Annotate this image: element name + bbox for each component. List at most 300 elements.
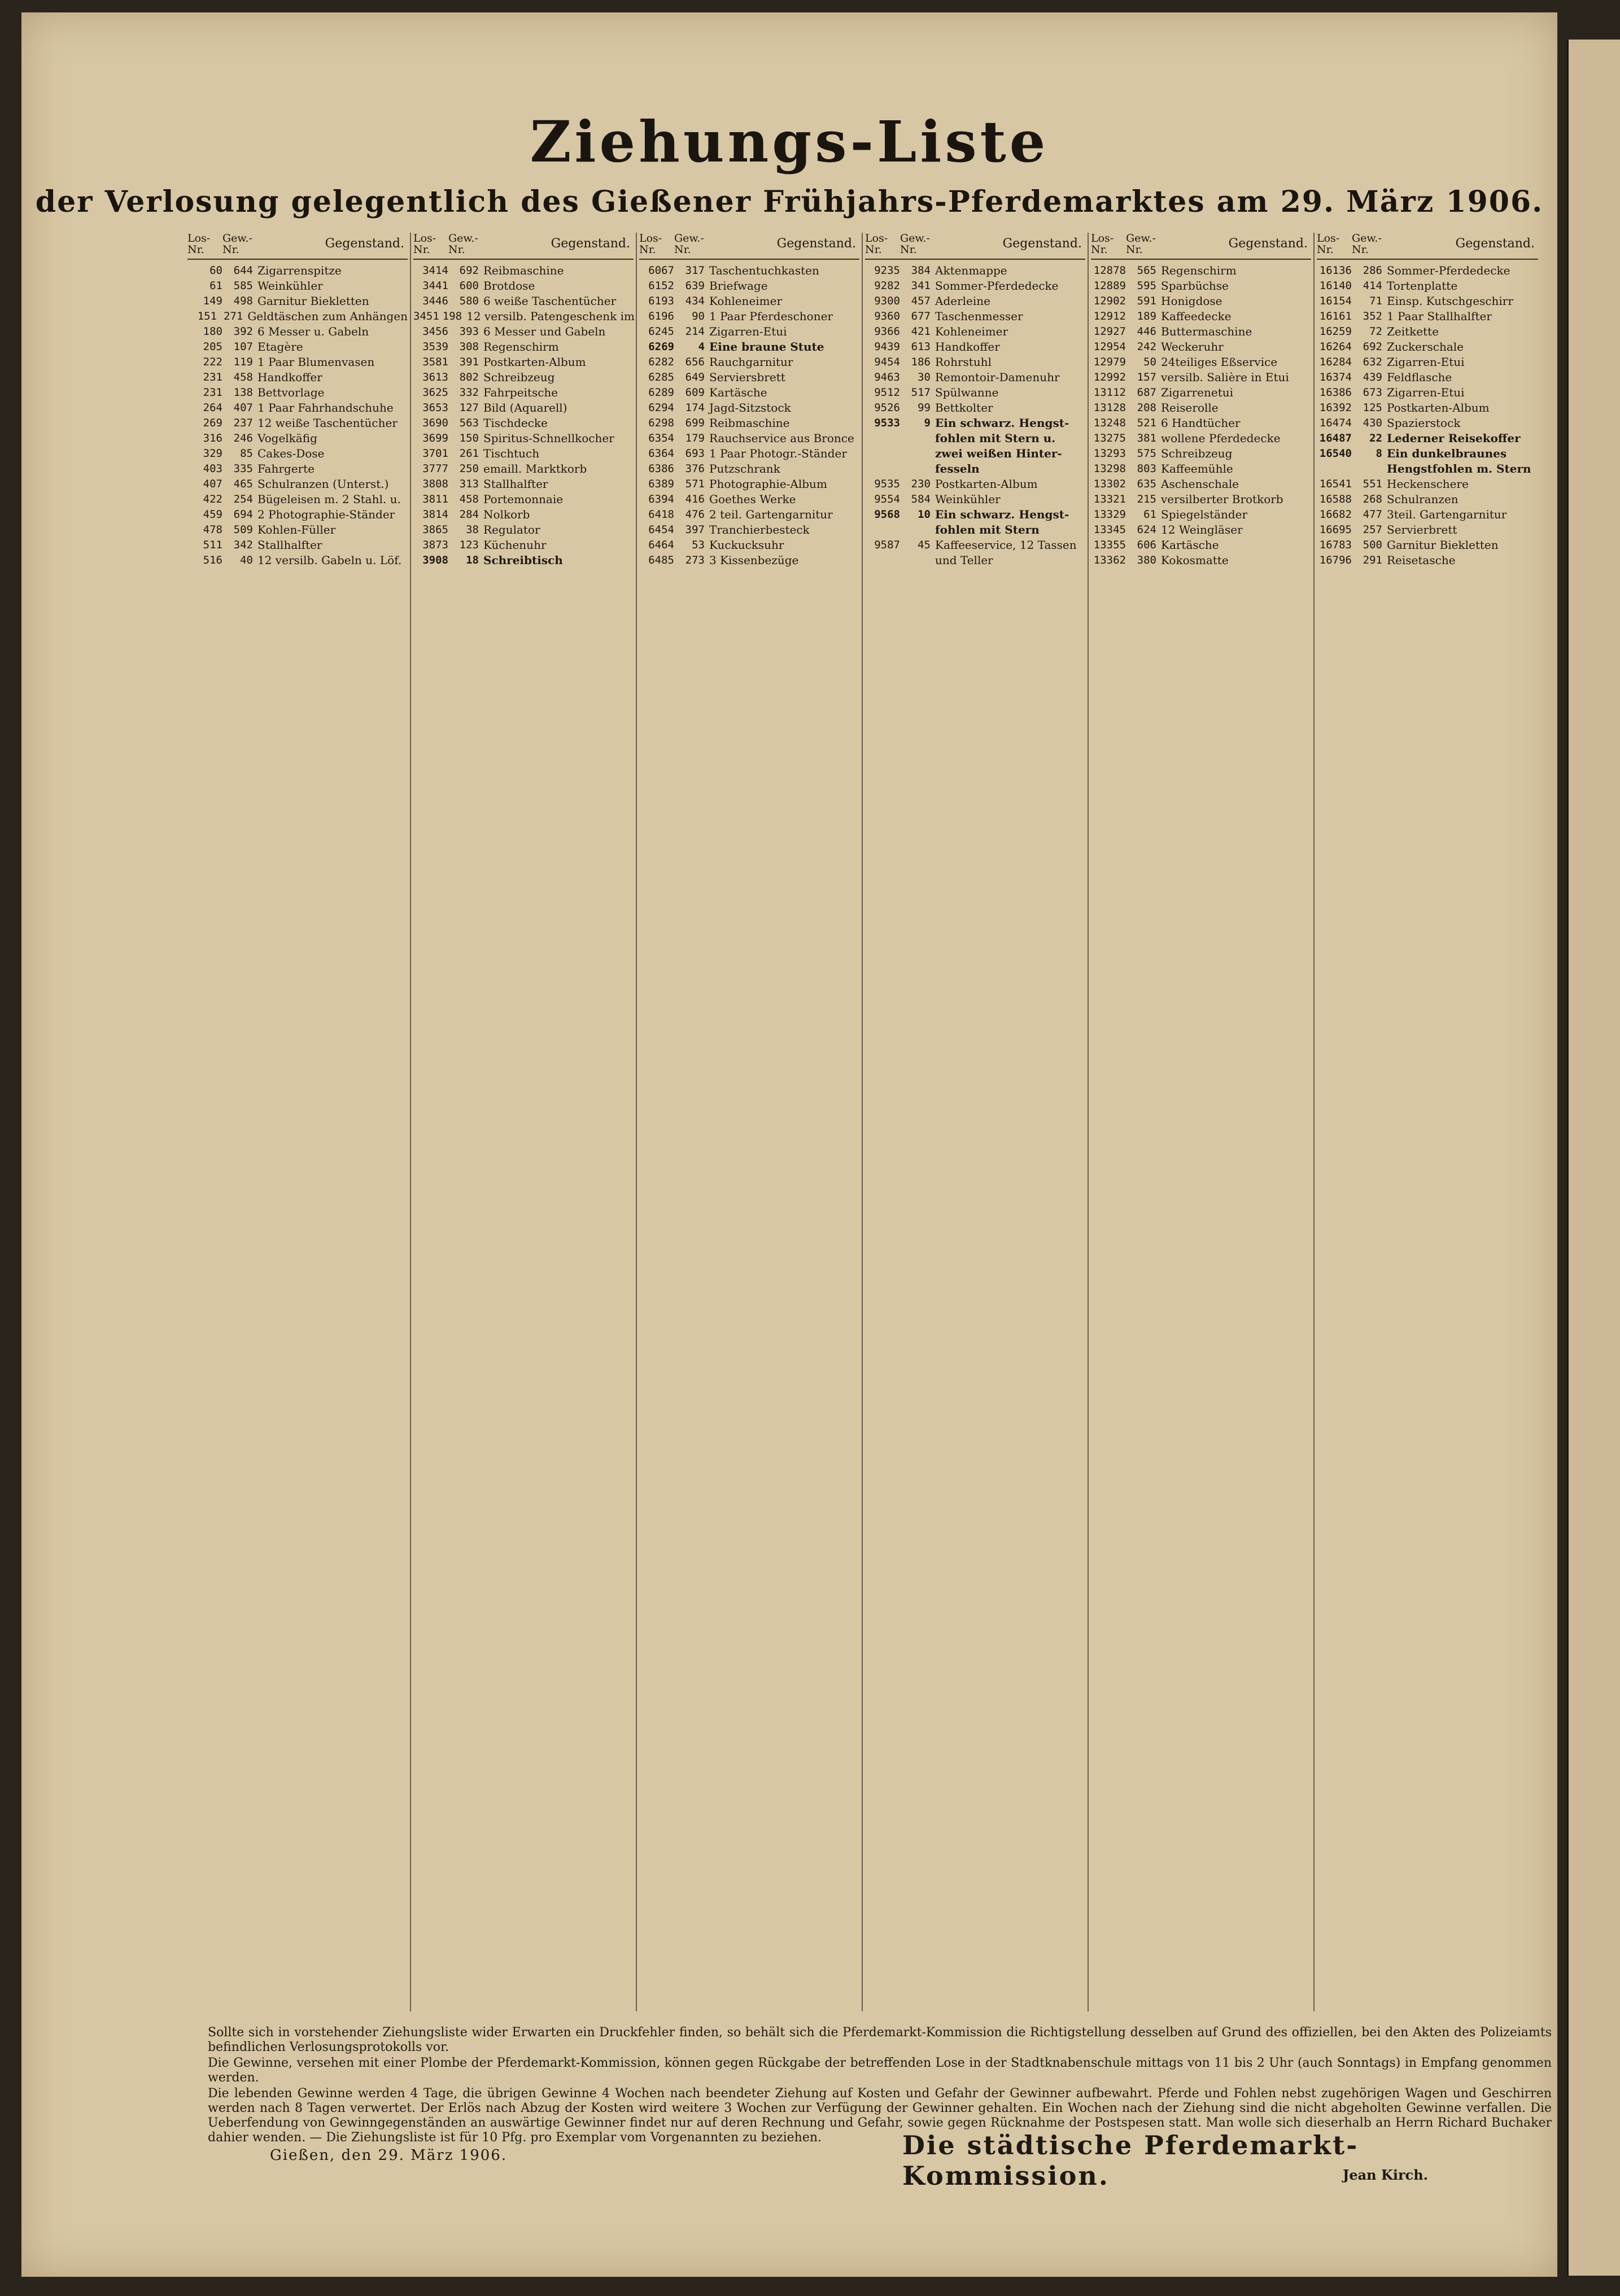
prize-item: 12 versilb. Gabeln u. Löf. bbox=[257, 553, 402, 567]
prize-item: Honigdose bbox=[1161, 294, 1222, 308]
los-number: 6464 bbox=[648, 539, 674, 551]
list-row bbox=[865, 370, 1085, 385]
prize-number: 53 bbox=[692, 539, 705, 551]
footer-paragraph-3: Die lebenden Gewinne werden 4 Tage, die übrigen Gewinne 4 Wochen nach beendeter Ziehung auf Kosten und Gefahr der Gewinner aufbewahrt. Pferde und Fohlen nebst zugehörigen Wagen und Geschirren werden nach 8 Tagen verwertet. Der Erlös nach Abzug der Kosten wird weitere 3 Wochen zur Verfügung der Gewinner gehalten. Ein Wochen nach der Ziehung sind die nicht abgeholten Gewinne verfallen. Die Ueberfendung von Gewinngegenständen an auswärtige Gewinner findet nur auf deren Rechnung und Gefahr, sowie gegen Rücknahme der Postspesen statt. Man wolle sich dieserhalb an Herrn Richard Buchaker dahier wenden. — Die Ziehungsliste ist für 10 Pfg. pro Exemplar vom Vorgenannten zu beziehen. bbox=[208, 2087, 1552, 2145]
signer-name: Jean Kirch. bbox=[1343, 2167, 1429, 2183]
los-number: 6245 bbox=[648, 325, 674, 338]
prize-number: 649 bbox=[685, 371, 705, 383]
list-row bbox=[1317, 522, 1538, 538]
prize-number: 606 bbox=[1137, 539, 1156, 551]
prize-item: Reisetasche bbox=[1387, 553, 1456, 567]
list-row bbox=[639, 309, 859, 324]
prize-number: 8 bbox=[1376, 447, 1382, 460]
prize-number: 30 bbox=[918, 371, 931, 383]
list-column bbox=[863, 233, 1089, 2011]
list-row bbox=[865, 538, 1085, 553]
prize-number: 477 bbox=[1363, 508, 1382, 521]
prize-item: Kokosmatte bbox=[1161, 553, 1229, 567]
prize-number: 273 bbox=[685, 554, 705, 566]
prize-number: 585 bbox=[233, 280, 253, 292]
list-row bbox=[865, 309, 1085, 324]
prize-item: Rauchservice aus Bronce bbox=[709, 431, 854, 445]
prize-item: Spülwanne bbox=[935, 386, 999, 399]
prize-item: Regenschirm bbox=[483, 340, 559, 353]
prize-number: 313 bbox=[459, 478, 479, 490]
prize-number: 186 bbox=[911, 356, 931, 368]
los-number: 151 bbox=[197, 310, 217, 322]
los-number: 16264 bbox=[1319, 341, 1352, 353]
los-number: 9512 bbox=[874, 386, 900, 399]
los-number: 13275 bbox=[1093, 432, 1126, 444]
prize-item: wollene Pferdedecke bbox=[1161, 431, 1281, 445]
column-header bbox=[413, 233, 634, 260]
list-row bbox=[1317, 492, 1538, 507]
prize-item: Aderleine bbox=[935, 294, 990, 308]
prize-number: 127 bbox=[459, 401, 479, 414]
los-number: 13128 bbox=[1093, 401, 1126, 414]
los-number: 16783 bbox=[1319, 539, 1352, 551]
list-column bbox=[411, 233, 637, 2011]
prize-number bbox=[903, 553, 935, 568]
los-number: 329 bbox=[203, 447, 222, 460]
prize-number: 692 bbox=[459, 264, 479, 277]
column-header bbox=[1317, 233, 1538, 260]
prize-item: Sommer-Pferdedecke bbox=[1387, 264, 1510, 277]
prize-item: Schulranzen bbox=[1387, 492, 1459, 506]
prize-number: 692 bbox=[1363, 341, 1382, 353]
header-los-nr: Los-Nr. bbox=[187, 232, 211, 256]
prize-item: Taschentuchkasten bbox=[709, 264, 819, 277]
newspaper-page bbox=[21, 12, 1557, 2277]
prize-item: 6 weiße Taschentücher bbox=[483, 294, 617, 308]
prize-number: 18 bbox=[466, 554, 479, 566]
prize-item: Brotdose bbox=[483, 279, 535, 293]
prize-item: 6 Messer und Gabeln bbox=[483, 325, 606, 338]
prize-item: Fahrpeitsche bbox=[483, 386, 558, 399]
list-row bbox=[1317, 461, 1538, 477]
list-row bbox=[187, 263, 408, 278]
list-row bbox=[187, 294, 408, 309]
list-row bbox=[413, 355, 634, 370]
list-row bbox=[1091, 294, 1311, 309]
prize-item: 6 Handtücher bbox=[1161, 416, 1241, 430]
list-row bbox=[639, 492, 859, 507]
los-number: 3451 bbox=[413, 310, 439, 322]
prize-number: 575 bbox=[1137, 447, 1156, 460]
page-title: Ziehungs-Liste bbox=[530, 108, 1049, 175]
list-row bbox=[865, 324, 1085, 339]
prize-number: 10 bbox=[918, 508, 931, 521]
los-number: 13302 bbox=[1093, 478, 1126, 490]
list-row bbox=[865, 339, 1085, 355]
los-number: 9300 bbox=[874, 295, 900, 307]
list-row bbox=[187, 446, 408, 461]
list-row bbox=[1091, 522, 1311, 538]
list-row bbox=[1091, 324, 1311, 339]
prize-item: 1 Paar Pferdeschoner bbox=[709, 309, 833, 323]
prize-item: Zuckerschale bbox=[1387, 340, 1464, 353]
prize-item: Goethes Werke bbox=[709, 492, 796, 506]
prize-number: 693 bbox=[685, 447, 705, 460]
header-gegenstand: Gegenstand. bbox=[1228, 237, 1308, 251]
list-row bbox=[1091, 446, 1311, 461]
los-number: 9235 bbox=[874, 264, 900, 277]
prize-item: Reibmaschine bbox=[483, 264, 564, 277]
los-number bbox=[865, 431, 903, 446]
list-row bbox=[865, 461, 1085, 477]
los-number: 13321 bbox=[1093, 493, 1126, 505]
prize-item: Jagd-Sitzstock bbox=[709, 401, 791, 414]
los-number: 3690 bbox=[422, 417, 448, 429]
prize-number: 644 bbox=[233, 264, 253, 277]
prize-item: Tischtuch bbox=[483, 447, 540, 460]
los-number: 61 bbox=[209, 280, 222, 292]
prize-number: 198 bbox=[442, 310, 462, 322]
list-row bbox=[639, 507, 859, 522]
los-number: 9526 bbox=[874, 401, 900, 414]
header-los-nr: Los-Nr. bbox=[1317, 232, 1340, 256]
los-number: 16140 bbox=[1319, 280, 1352, 292]
prize-number: 119 bbox=[233, 356, 253, 368]
prize-number: 261 bbox=[459, 447, 479, 460]
los-number: 511 bbox=[203, 539, 222, 551]
list-row bbox=[1317, 538, 1538, 553]
list-row bbox=[413, 324, 634, 339]
prize-item: Weinkühler bbox=[257, 279, 323, 293]
header-los-nr: Los-Nr. bbox=[865, 232, 888, 256]
list-row bbox=[413, 416, 634, 431]
prize-item: Briefwage bbox=[709, 279, 768, 293]
prize-item: Spiritus-Schnellkocher bbox=[483, 431, 614, 445]
los-number: 3873 bbox=[422, 539, 448, 551]
list-row bbox=[413, 522, 634, 538]
list-row bbox=[865, 492, 1085, 507]
los-number: 3811 bbox=[422, 493, 448, 505]
prize-number: 4 bbox=[698, 341, 705, 353]
prize-item: Zigarren-Etui bbox=[1387, 355, 1465, 369]
list-row bbox=[187, 385, 408, 400]
los-number: 3808 bbox=[422, 478, 448, 490]
list-row bbox=[1317, 263, 1538, 278]
prize-number: 434 bbox=[685, 295, 705, 307]
list-row bbox=[639, 370, 859, 385]
list-row bbox=[639, 278, 859, 294]
los-number: 6196 bbox=[648, 310, 674, 322]
prize-item: fohlen mit Stern u. bbox=[935, 431, 1056, 445]
prize-number: 465 bbox=[233, 478, 253, 490]
prize-item: 12 weiße Taschentücher bbox=[257, 416, 398, 430]
adjacent-page-edge bbox=[1567, 40, 1620, 2276]
prize-item: Kaffeedecke bbox=[1161, 309, 1232, 323]
prize-number: 600 bbox=[459, 280, 479, 292]
los-number: 3446 bbox=[422, 295, 448, 307]
list-row bbox=[413, 263, 634, 278]
list-row bbox=[639, 324, 859, 339]
prize-item: Hengstfohlen m. Stern bbox=[1387, 462, 1531, 475]
los-number: 13362 bbox=[1093, 554, 1126, 566]
list-row bbox=[413, 400, 634, 416]
los-number: 264 bbox=[203, 401, 222, 414]
list-row bbox=[865, 416, 1085, 431]
prize-number: 632 bbox=[1363, 356, 1382, 368]
prize-number: 580 bbox=[459, 295, 479, 307]
los-number: 3865 bbox=[422, 523, 448, 536]
list-row bbox=[413, 507, 634, 522]
los-number: 6389 bbox=[648, 478, 674, 490]
prize-item: versilb. Salière in Etui bbox=[1161, 370, 1289, 384]
list-row bbox=[187, 461, 408, 477]
prize-number: 393 bbox=[459, 325, 479, 338]
los-number: 3441 bbox=[422, 280, 448, 292]
los-number: 3414 bbox=[422, 264, 448, 277]
los-number: 3456 bbox=[422, 325, 448, 338]
list-row bbox=[1091, 385, 1311, 400]
list-row bbox=[1091, 477, 1311, 492]
list-row bbox=[639, 400, 859, 416]
prize-item: Reiserolle bbox=[1161, 401, 1219, 414]
prize-number: 446 bbox=[1137, 325, 1156, 338]
prize-item: Ein dunkelbraunes bbox=[1387, 447, 1507, 460]
prize-number: 498 bbox=[233, 295, 253, 307]
list-row bbox=[413, 309, 634, 324]
list-row bbox=[639, 294, 859, 309]
prize-number: 430 bbox=[1363, 417, 1382, 429]
los-number: 6298 bbox=[648, 417, 674, 429]
list-row bbox=[187, 522, 408, 538]
prize-item: 3 Kissenbezüge bbox=[709, 553, 799, 567]
los-number: 231 bbox=[203, 386, 222, 399]
los-number: 6386 bbox=[648, 462, 674, 475]
los-number: 9282 bbox=[874, 280, 900, 292]
prize-number: 189 bbox=[1137, 310, 1156, 322]
los-number: 16161 bbox=[1319, 310, 1352, 322]
prize-number: 407 bbox=[233, 401, 253, 414]
prize-item: Ein schwarz. Hengst- bbox=[935, 508, 1069, 521]
prize-item: Postkarten-Album bbox=[935, 477, 1038, 491]
los-number: 9587 bbox=[874, 539, 900, 551]
los-number: 6289 bbox=[648, 386, 674, 399]
los-number: 222 bbox=[203, 356, 222, 368]
list-row bbox=[413, 431, 634, 446]
prize-item: Aschenschale bbox=[1161, 477, 1239, 491]
los-number: 16487 bbox=[1319, 432, 1352, 444]
list-row bbox=[187, 431, 408, 446]
prize-item: zwei weißen Hinter- bbox=[935, 447, 1062, 460]
prize-number: 250 bbox=[459, 462, 479, 475]
prize-number: 563 bbox=[459, 417, 479, 429]
list-row bbox=[413, 461, 634, 477]
list-row bbox=[187, 492, 408, 507]
list-column bbox=[185, 233, 411, 2011]
prize-number: 635 bbox=[1137, 478, 1156, 490]
prize-item: Photographie-Album bbox=[709, 477, 827, 491]
list-column bbox=[637, 233, 863, 2011]
los-number: 422 bbox=[203, 493, 222, 505]
prize-item: Stallhalfter bbox=[483, 477, 548, 491]
prize-item: Heckenschere bbox=[1387, 477, 1469, 491]
prize-item: Feldflasche bbox=[1387, 370, 1452, 384]
los-number bbox=[865, 446, 903, 461]
los-number: 9439 bbox=[874, 341, 900, 353]
los-number: 6285 bbox=[648, 371, 674, 383]
list-row bbox=[1317, 400, 1538, 416]
header-gegenstand: Gegenstand. bbox=[551, 237, 630, 251]
list-row bbox=[639, 522, 859, 538]
los-number: 9454 bbox=[874, 356, 900, 368]
list-row bbox=[413, 538, 634, 553]
prize-number: 476 bbox=[685, 508, 705, 521]
prize-item: Kartäsche bbox=[1161, 538, 1219, 552]
list-row bbox=[413, 446, 634, 461]
los-number: 6152 bbox=[648, 280, 674, 292]
list-row bbox=[865, 522, 1085, 538]
los-number: 16392 bbox=[1319, 401, 1352, 414]
list-row bbox=[865, 507, 1085, 522]
los-number: 9554 bbox=[874, 493, 900, 505]
los-number: 9533 bbox=[874, 417, 900, 429]
prize-number: 150 bbox=[459, 432, 479, 444]
prize-number: 286 bbox=[1363, 264, 1382, 277]
prize-item: Kaffeemühle bbox=[1161, 462, 1233, 475]
prize-item: Nolkorb bbox=[483, 508, 530, 521]
prize-item: Zigarren-Etui bbox=[1387, 386, 1465, 399]
list-row bbox=[639, 431, 859, 446]
prize-item: emaill. Marktkorb bbox=[483, 462, 587, 475]
prize-number: 237 bbox=[233, 417, 253, 429]
prize-item: Bügeleisen m. 2 Stahl. u. bbox=[257, 492, 401, 506]
list-row bbox=[1091, 400, 1311, 416]
los-number: 3613 bbox=[422, 371, 448, 383]
list-row bbox=[187, 324, 408, 339]
prize-number: 613 bbox=[911, 341, 931, 353]
los-number: 16474 bbox=[1319, 417, 1352, 429]
list-row bbox=[639, 553, 859, 568]
header-gew-nr: Gew.-Nr. bbox=[1352, 232, 1382, 256]
los-number: 6394 bbox=[648, 493, 674, 505]
prize-item: Kohlen-Füller bbox=[257, 523, 336, 536]
prize-number: 317 bbox=[685, 264, 705, 277]
list-row bbox=[413, 492, 634, 507]
prize-number: 99 bbox=[918, 401, 931, 414]
place-date: Gießen, den 29. März 1906. bbox=[270, 2147, 508, 2164]
prize-number: 242 bbox=[1137, 341, 1156, 353]
list-row bbox=[865, 294, 1085, 309]
los-number: 478 bbox=[203, 523, 222, 536]
los-number: 516 bbox=[203, 554, 222, 566]
los-number: 13329 bbox=[1093, 508, 1126, 521]
prize-number: 509 bbox=[233, 523, 253, 536]
prize-item: 2 Photographie-Ständer bbox=[257, 508, 395, 521]
prize-item: Einsp. Kutschgeschirr bbox=[1387, 294, 1513, 308]
header-gew-nr: Gew.-Nr. bbox=[1126, 232, 1156, 256]
los-number: 6364 bbox=[648, 447, 674, 460]
prize-item: Zigarren-Etui bbox=[709, 325, 787, 338]
list-row bbox=[187, 370, 408, 385]
list-row bbox=[187, 553, 408, 568]
prize-item: Fahrgerte bbox=[257, 462, 315, 475]
prize-item: Schreibzeug bbox=[483, 370, 555, 384]
list-row bbox=[1317, 385, 1538, 400]
prize-number: 384 bbox=[911, 264, 931, 277]
list-row bbox=[1317, 507, 1538, 522]
los-number: 16374 bbox=[1319, 371, 1352, 383]
list-row bbox=[187, 355, 408, 370]
prize-item: Handkoffer bbox=[935, 340, 1000, 353]
los-number: 6269 bbox=[648, 341, 674, 353]
los-number: 6294 bbox=[648, 401, 674, 414]
prize-number: 352 bbox=[1363, 310, 1382, 322]
prize-item: Weinkühler bbox=[935, 492, 1001, 506]
list-row bbox=[1091, 309, 1311, 324]
list-row bbox=[1317, 431, 1538, 446]
los-number: 16682 bbox=[1319, 508, 1352, 521]
prize-number: 332 bbox=[459, 386, 479, 399]
prize-number: 174 bbox=[685, 401, 705, 414]
list-row bbox=[187, 278, 408, 294]
list-row bbox=[1317, 294, 1538, 309]
los-number: 6067 bbox=[648, 264, 674, 277]
los-number: 407 bbox=[203, 478, 222, 490]
prize-item: Postkarten-Album bbox=[1387, 401, 1490, 414]
prize-item: Eine braune Stute bbox=[709, 340, 824, 353]
list-row bbox=[639, 538, 859, 553]
prize-number: 335 bbox=[233, 462, 253, 475]
list-row bbox=[865, 355, 1085, 370]
prize-item: Schreibtisch bbox=[483, 553, 563, 567]
list-row bbox=[1317, 553, 1538, 568]
los-number: 12912 bbox=[1093, 310, 1126, 322]
list-row bbox=[1317, 309, 1538, 324]
prize-number: 458 bbox=[233, 371, 253, 383]
prize-number: 677 bbox=[911, 310, 931, 322]
los-number: 9360 bbox=[874, 310, 900, 322]
los-number: 3581 bbox=[422, 356, 448, 368]
prize-number: 72 bbox=[1369, 325, 1382, 338]
prize-number: 107 bbox=[233, 341, 253, 353]
list-row bbox=[413, 294, 634, 309]
prize-item: Remontoir-Damenuhr bbox=[935, 370, 1060, 384]
prize-number: 624 bbox=[1137, 523, 1156, 536]
los-number: 3814 bbox=[422, 508, 448, 521]
prize-item: Zigarrenetui bbox=[1161, 386, 1234, 399]
list-row bbox=[639, 263, 859, 278]
list-row bbox=[413, 370, 634, 385]
los-number: 12927 bbox=[1093, 325, 1126, 338]
los-number: 16695 bbox=[1319, 523, 1352, 536]
prize-item: Tortenplatte bbox=[1387, 279, 1458, 293]
list-row bbox=[1091, 507, 1311, 522]
prize-number: 391 bbox=[459, 356, 479, 368]
prize-number: 71 bbox=[1369, 295, 1382, 307]
prize-number: 551 bbox=[1363, 478, 1382, 490]
prize-number: 45 bbox=[918, 539, 931, 551]
prize-number: 609 bbox=[685, 386, 705, 399]
prize-number: 439 bbox=[1363, 371, 1382, 383]
prize-item: fesseln bbox=[935, 462, 980, 475]
prize-item: 12 versilb. Patengeschenk im bbox=[466, 309, 635, 323]
prize-number: 584 bbox=[911, 493, 931, 505]
prize-item: Küchenuhr bbox=[483, 538, 547, 552]
list-row bbox=[639, 339, 859, 355]
los-number: 9366 bbox=[874, 325, 900, 338]
list-row bbox=[187, 538, 408, 553]
header-los-nr: Los-Nr. bbox=[639, 232, 662, 256]
header-los-nr: Los-Nr. bbox=[1091, 232, 1114, 256]
los-number: 3699 bbox=[422, 432, 448, 444]
prize-number: 246 bbox=[233, 432, 253, 444]
los-number: 6282 bbox=[648, 356, 674, 368]
prize-number: 215 bbox=[1137, 493, 1156, 505]
